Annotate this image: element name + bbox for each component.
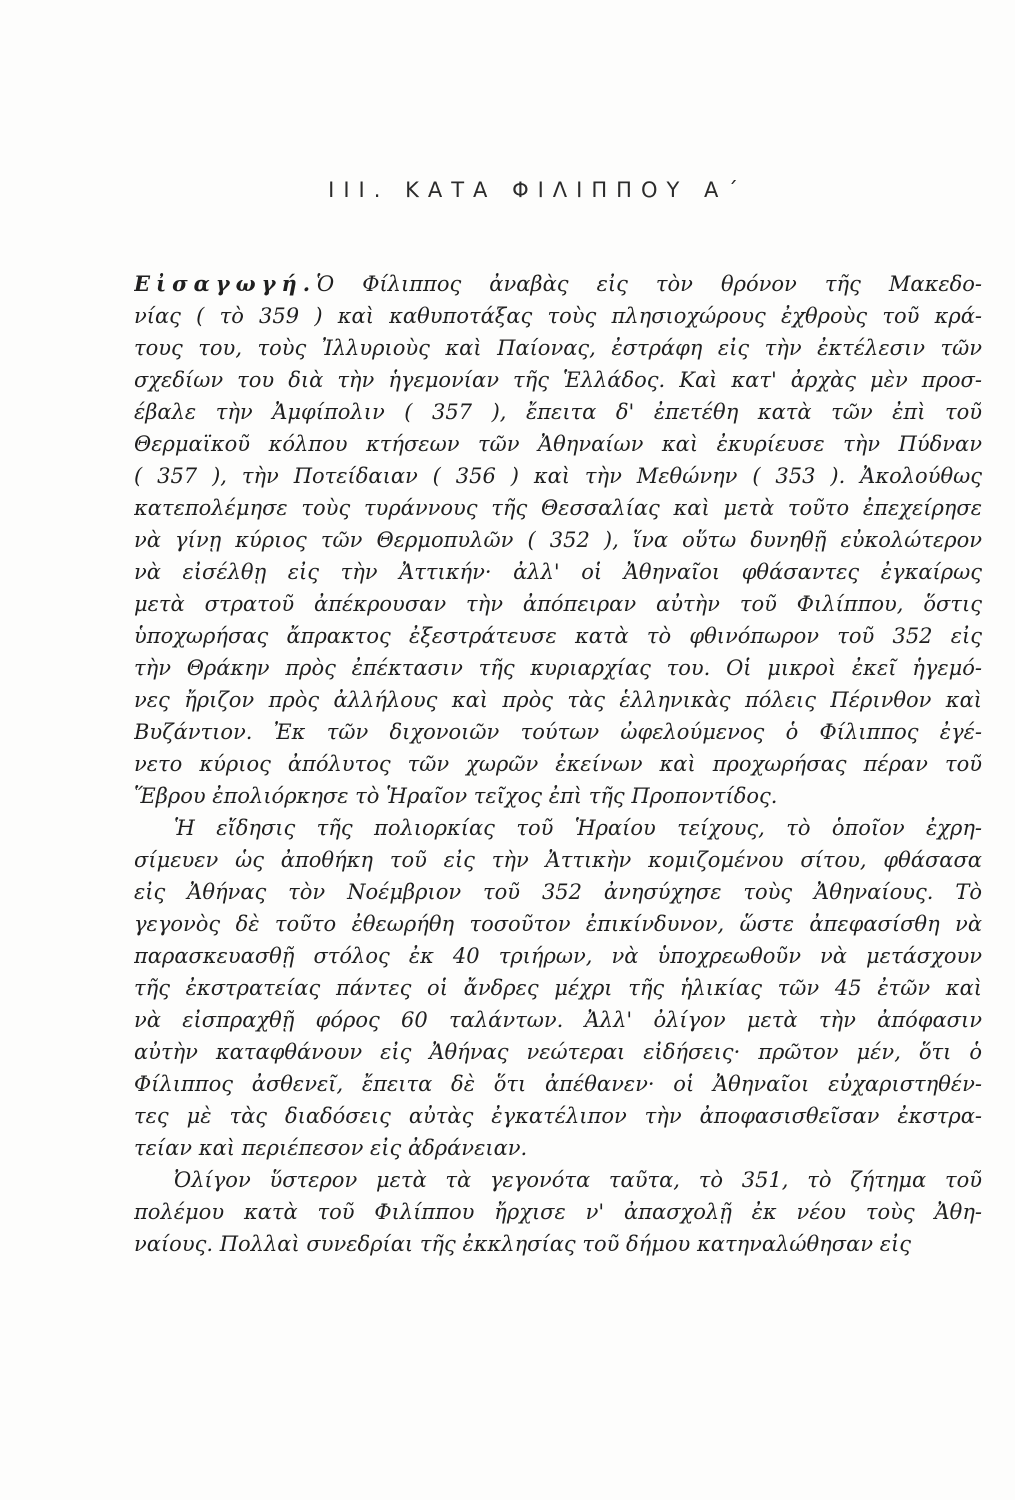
- text-line: σχεδίων του διὰ τὴν ἡγεμονίαν τῆς Ἑλλάδος. Καὶ κατ' ἀρχὰς μὲν προσ-: [134, 368, 982, 392]
- text-line: [134, 268, 982, 300]
- text-line: τους του, τοὺς Ἰλλυριοὺς καὶ Παίονας, ἐστράφη εἰς τὴν ἐκτέλεσιν τῶν: [134, 336, 982, 360]
- text-line: ( 357 ), τὴν Ποτείδαιαν ( 356 ) καὶ τὴν Μεθώνην ( 353 ). Ἀκολούθως: [134, 464, 982, 488]
- text-line: γεγονὸς δὲ τοῦτο ἐθεωρήθη τοσοῦτον ἐπικίνδυνον, ὥστε ἀπεφασίσθη νὰ: [134, 912, 982, 936]
- text-line: τῆς ἐκστρατείας πάντες οἱ ἄνδρες μέχρι τῆς ἡλικίας τῶν 45 ἐτῶν καὶ: [134, 976, 982, 1000]
- text-line: Ἕβρου ἐπολιόρκησε τὸ Ἡραῖον τεῖχος ἐπὶ τῆς Προποντίδος.: [134, 784, 778, 808]
- text-line: νες ἤριζον πρὸς ἀλλήλους καὶ πρὸς τὰς ἑλληνικὰς πόλεις Πέρινθον καὶ: [134, 688, 982, 712]
- text-line: Ἡ εἴδησις τῆς πολιορκίας τοῦ Ἡραίου τείχους, τὸ ὁποῖον ἐχρη-: [174, 816, 982, 840]
- text-line: νὰ εἰσέλθῃ εἰς τὴν Ἀττικήν· ἀλλ' οἱ Ἀθηναῖοι φθάσαντες ἐγκαίρως: [134, 560, 982, 584]
- text-line: πολέμου κατὰ τοῦ Φιλίππου ἤρχισε ν' ἀπασχολῇ ἐκ νέου τοὺς Ἀθη-: [134, 1200, 982, 1224]
- text-line: εἰς Ἀθήνας τὸν Νοέμβριον τοῦ 352 ἀνησύχησε τοὺς Ἀθηναίους. Τὸ: [134, 880, 982, 904]
- text-line-rest: Ὁ Φίλιππος ἀναβὰς εἰς τὸν θρόνον τῆς Μακεδο-: [316, 272, 982, 296]
- text-line: νὰ εἰσπραχθῇ φόρος 60 ταλάντων. Ἀλλ' ὀλίγον μετὰ τὴν ἀπόφασιν: [134, 1008, 982, 1032]
- section-lead: Εἰσαγωγή.: [134, 271, 317, 296]
- text-line: έβαλε τὴν Ἀμφίπολιν ( 357 ), ἔπειτα δ' ἐπετέθη κατὰ τῶν ἐπὶ τοῦ: [134, 400, 982, 424]
- text-line: ναίους. Πολλαὶ συνεδρίαι τῆς ἐκκλησίας τοῦ δήμου κατηναλώθησαν εἰς: [134, 1232, 911, 1256]
- text-line: παρασκευασθῇ στόλος ἐκ 40 τριήρων, νὰ ὑποχρεωθοῦν νὰ μετάσχουν: [134, 944, 982, 968]
- text-line: νετο κύριος ἀπόλυτος τῶν χωρῶν ἐκείνων καὶ προχωρήσας πέραν τοῦ: [134, 752, 982, 776]
- text-line: Βυζάντιον. Ἐκ τῶν διχονοιῶν τούτων ὠφελούμενος ὁ Φίλιππος ἐγέ-: [134, 720, 982, 744]
- text-line: νίας ( τὸ 359 ) καὶ καθυποτάξας τοὺς πλησιοχώρους ἐχθροὺς τοῦ κρά-: [134, 304, 982, 328]
- text-line: τες μὲ τὰς διαδόσεις αὐτὰς ἐγκατέλιπον τὴν ἀποφασισθεῖσαν ἐκστρα-: [134, 1104, 982, 1128]
- text-line: Φίλιππος ἀσθενεῖ, ἔπειτα δὲ ὅτι ἀπέθανεν· οἱ Ἀθηναῖοι εὐχαριστηθέν-: [134, 1072, 982, 1096]
- text-line: ὑποχωρήσας ἄπρακτος ἐξεστράτευσε κατὰ τὸ φθινόπωρον τοῦ 352 εἰς: [134, 624, 982, 648]
- text-line: Θερμαϊκοῦ κόλπου κτήσεων τῶν Ἀθηναίων καὶ ἐκυρίευσε τὴν Πύδναν: [134, 432, 982, 456]
- chapter-heading: III. ΚΑΤΑ ΦΙΛΙΠΠΟΥ Α΄: [328, 178, 747, 202]
- text-line: κατεπολέμησε τοὺς τυράννους τῆς Θεσσαλίας καὶ μετὰ τοῦτο ἐπεχείρησε: [134, 496, 982, 520]
- text-line: τὴν Θράκην πρὸς ἐπέκτασιν τῆς κυριαρχίας του. Οἱ μικροὶ ἐκεῖ ἡγεμό-: [134, 656, 982, 680]
- text-line: τείαν καὶ περιέπεσον εἰς ἀδράνειαν.: [134, 1136, 528, 1160]
- text-line: σίμευεν ὡς ἀποθήκη τοῦ εἰς τὴν Ἀττικὴν κομιζομένου σίτου, φθάσασα: [134, 848, 982, 872]
- text-line: νὰ γίνῃ κύριος τῶν Θερμοπυλῶν ( 352 ), ἵνα οὕτω δυνηθῇ εὐκολώτερον: [134, 528, 982, 552]
- text-line: Ὀλίγον ὕστερον μετὰ τὰ γεγονότα ταῦτα, τὸ 351, τὸ ζήτημα τοῦ: [174, 1168, 982, 1192]
- text-line: μετὰ στρατοῦ ἀπέκρουσαν τὴν ἀπόπειραν αὐτὴν τοῦ Φιλίππου, ὅστις: [134, 592, 982, 616]
- text-line: αὐτὴν καταφθάνουν εἰς Ἀθήνας νεώτεραι εἰδήσεις· πρῶτον μέν, ὅτι ὁ: [134, 1040, 982, 1064]
- body-text: [134, 268, 982, 1260]
